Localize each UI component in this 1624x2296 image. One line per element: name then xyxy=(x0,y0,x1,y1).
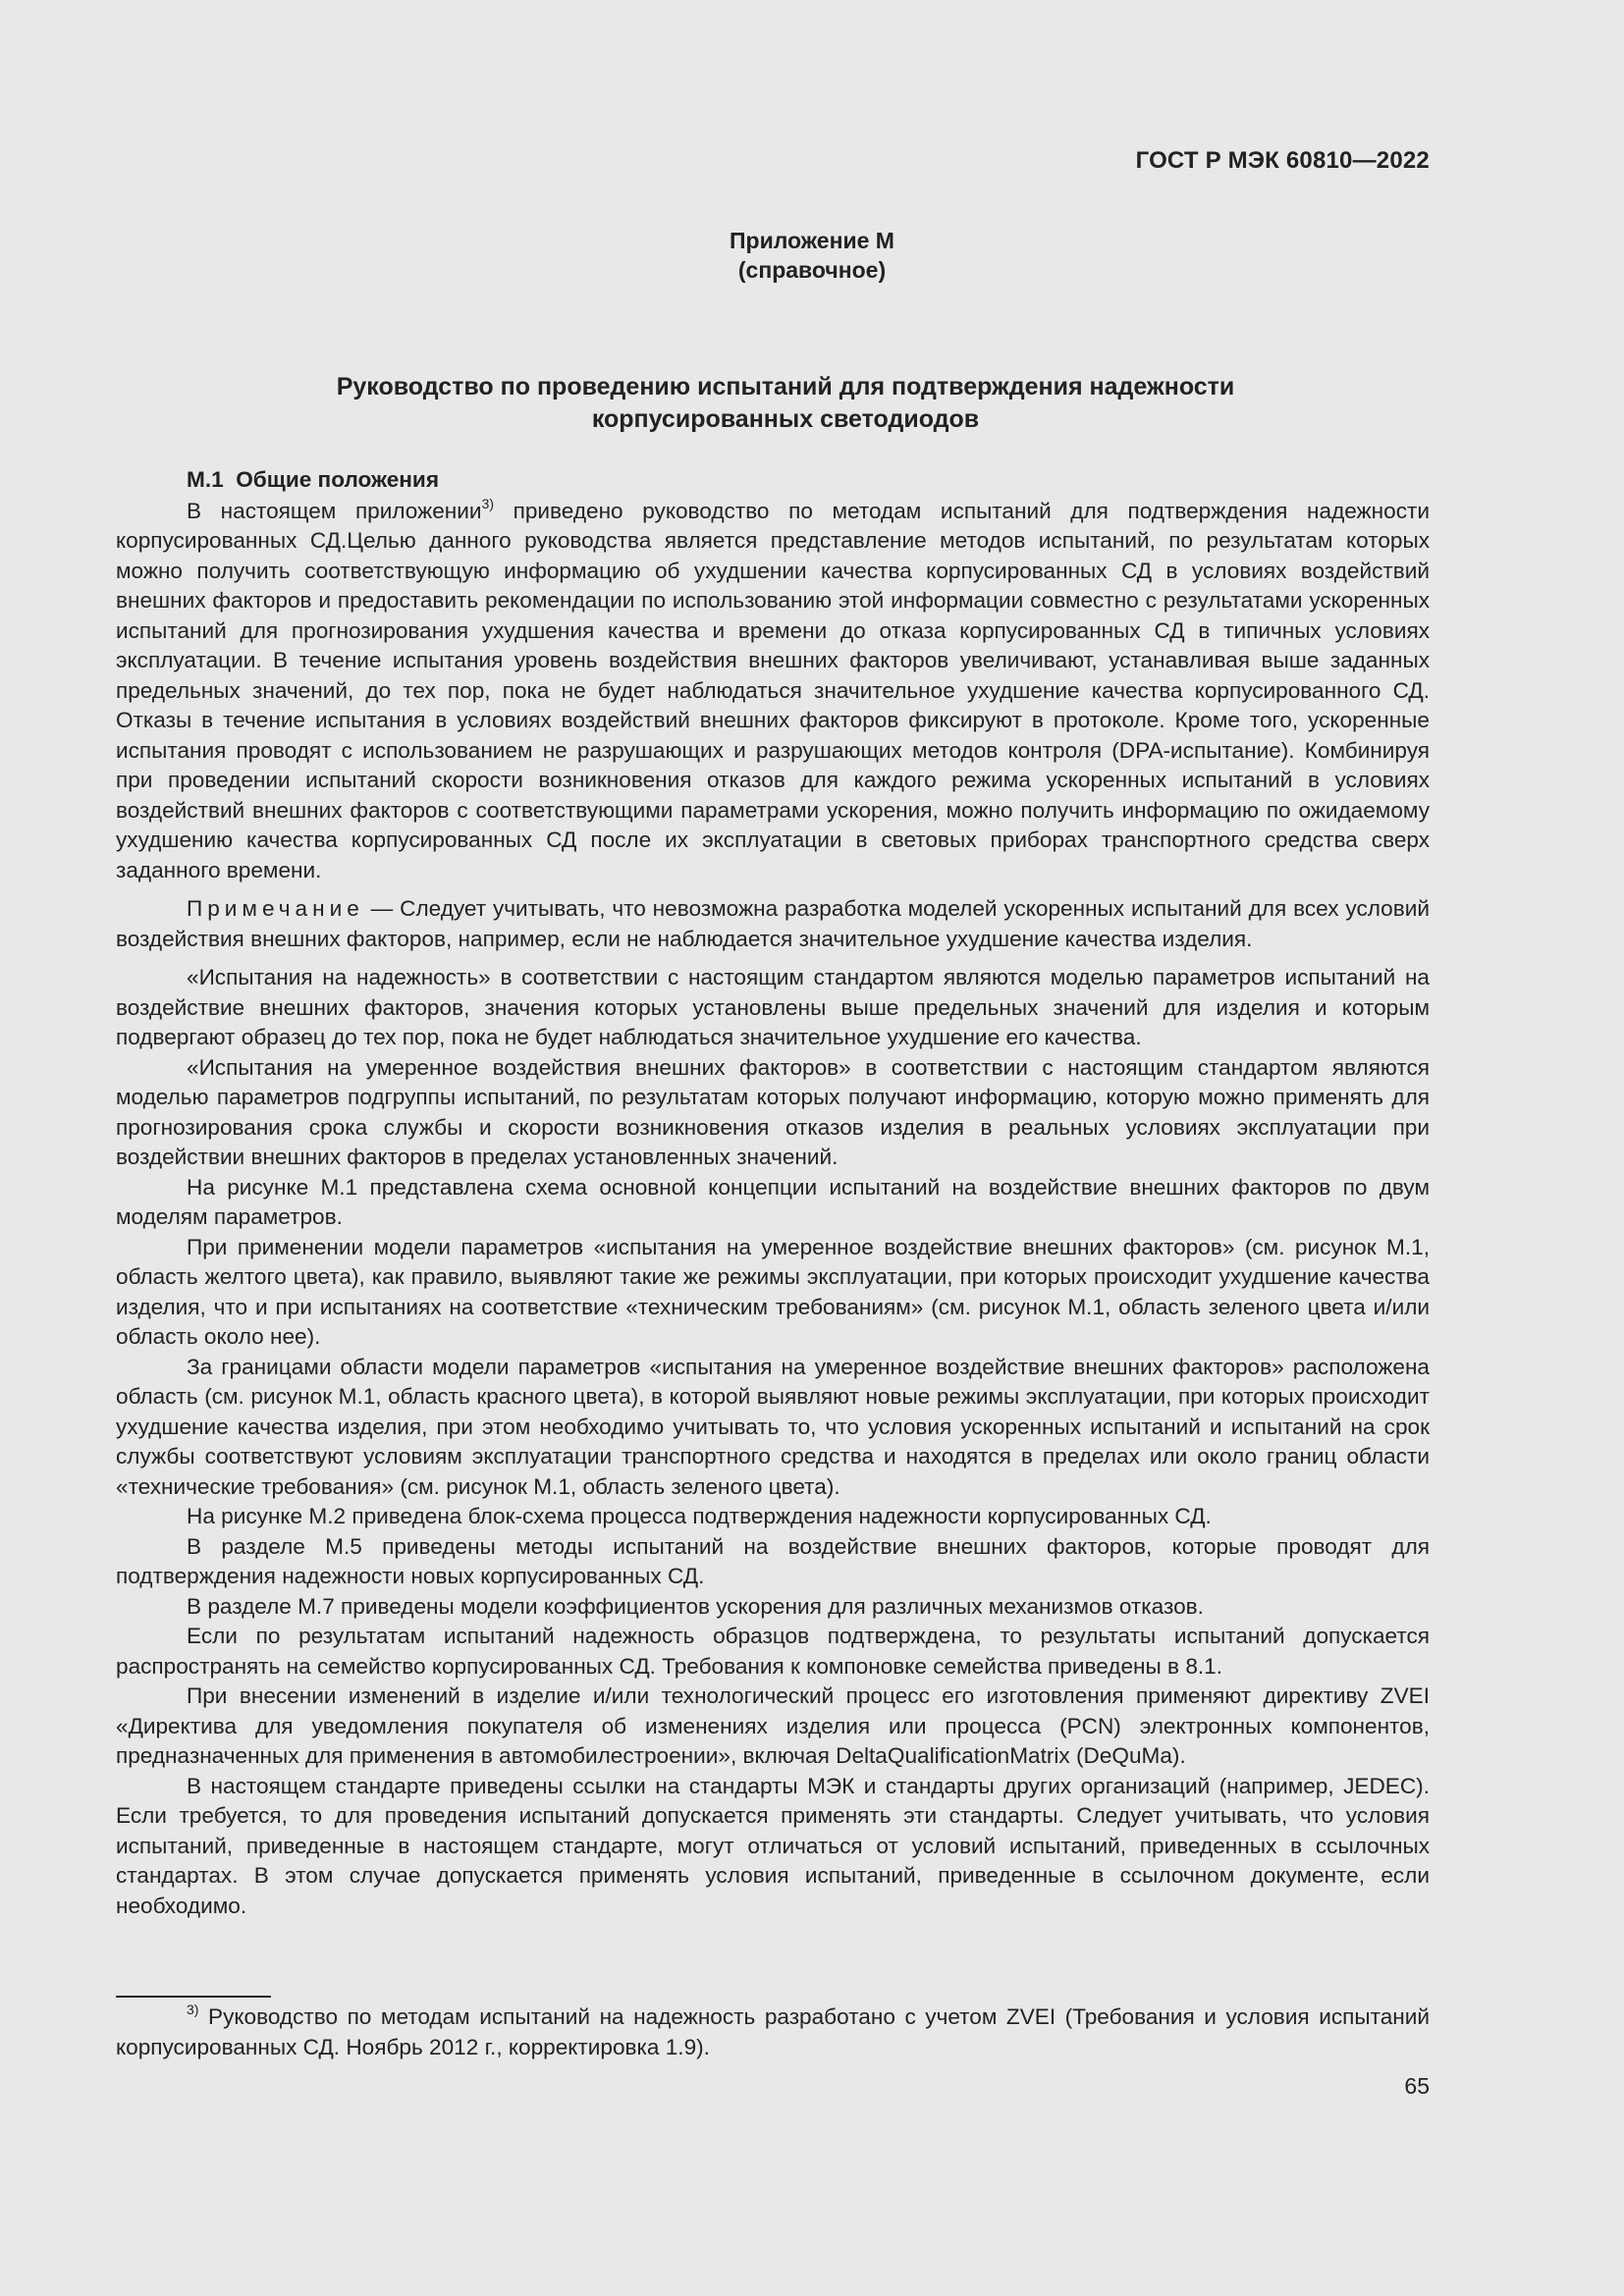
section-number: М.1 xyxy=(187,467,224,492)
section-title: Общие положения xyxy=(236,467,440,492)
appendix-title: Приложение М xyxy=(730,228,894,253)
note-paragraph xyxy=(116,894,1430,954)
body-paragraph: При внесении изменений в изделие и/или технологический процесс его изготовления применяют директиву ZVEI «Директива для уведомления покупателя об изменениях изделия или процесса (PCN) электронных компонентов, предназначенных для применения в автомобилестроении», включая DeltaQualificationMatrix (DeQuMa). xyxy=(116,1683,1430,1768)
appendix-heading xyxy=(0,226,1624,285)
body-paragraph: Если по результатам испытаний надежность образцов подтверждена, то результаты испытаний допускается распространять на семейство корпусированных СД. Требования к компоновке семейства приведены в 8.1. xyxy=(116,1624,1430,1679)
body-paragraph: «Испытания на надежность» в соответствии с настоящим стандартом являются моделью параметров испытаний на воздействие внешних факторов, значения которых установлены выше предельных значений для изделия и которым подвергают образец до тех пор, пока не будет наблюдаться значительное ухудшение его качества. xyxy=(116,965,1430,1049)
footnote-reference: 3) xyxy=(481,495,494,511)
intro-paragraph-start: В настоящем приложении xyxy=(187,498,482,523)
page-number: 65 xyxy=(1404,2073,1430,2099)
main-title-line-2: корпусированных светодиодов xyxy=(591,405,980,433)
footnote-text: Руководство по методам испытаний на надежность разработано с учетом ZVEI (Требования и условия испытаний корпусированных СД. Ноябрь 2012 г., корректировка 1.9). xyxy=(116,2004,1430,2059)
footnote xyxy=(116,2002,1430,2062)
note-text: — Следует учитывать, что невозможна разработка моделей ускоренных испытаний для всех условий воздействия внешних факторов, например, если не наблюдается значительное ухудшение качества изделия. xyxy=(116,896,1430,951)
body-content xyxy=(116,465,1430,1921)
body-paragraph: В разделе М.5 приведены методы испытаний на воздействие внешних факторов, которые проводят для подтверждения надежности новых корпусированных СД. xyxy=(116,1533,1430,1588)
body-paragraph: В настоящем стандарте приведены ссылки на стандарты МЭК и стандарты других организаций (например, JEDEC). Если требуется, то для проведения испытаний допускается применять эти стандарты. Следует учитывать, что условия испытаний, приведенные в настоящем стандарте, могут отличаться от условий испытаний, приведенных в ссылочных стандартах. В этом случае допускается применять условия испытаний, приведенные в ссылочном документе, если необходимо. xyxy=(116,1773,1430,1918)
main-title xyxy=(0,371,1571,436)
body-paragraph: В разделе М.7 приведены модели коэффициентов ускорения для различных механизмов отказов. xyxy=(187,1593,1204,1619)
intro-paragraph xyxy=(116,497,1430,886)
appendix-type: (справочное) xyxy=(737,257,887,283)
body-paragraph: При применении модели параметров «испытания на умеренное воздействие внешних факторов» (см. рисунок М.1, область желтого цвета), как правило, выявляют такие же режимы эксплуатации, при которых происходит ухудшение качества изделия, что и при испытаниях на соответствие «техническим требованиям» (см. рисунок М.1, область зеленого цвета и/или область около нее). xyxy=(116,1234,1430,1349)
footnote-divider xyxy=(116,1996,271,1998)
note-label: Примечание xyxy=(187,896,364,921)
intro-paragraph-rest: приведено руководство по методам испытаний для подтверждения надежности корпусированных СД.Целью данного руководства является представление методов испытаний, по результатам которых можно получить соответствующую информацию об ухудшении качества корпусированных СД в условиях воздействий внешних факторов и предоставить рекомендации по использованию этой информации совместно с результатами ускоренных испытаний для прогнозирования ухудшения качества и времени до отказа корпусированных СД в типичных условиях эксплуатации. В течение испытания уровень воздействия внешних факторов увеличивают, устанавливая выше заданных предельных значений, до тех пор, пока не будет наблюдаться значительное ухудшение качества корпусированного СД. Отказы в течение испытания в условиях воздействий внешних факторов фиксируют в протоколе. Кроме того, ускоренные испытания проводят с использованием не разрушающих и разрушающих методов контроля (DPA-испытание). Комбинируя при проведении испытаний скорости возникновения отказов для каждого режима ускоренных испытаний в условиях воздействий внешних факторов с соответствующими параметрами ускорения, можно получить информацию по ожидаемому ухудшению качества корпусированных СД после их эксплуатации в световых приборах транспортного средства сверх заданного времени. xyxy=(116,498,1430,882)
footnote-marker: 3) xyxy=(187,2002,199,2017)
body-paragraph: На рисунке М.1 представлена схема основной концепции испытаний на воздействие внешних факторов по двум моделям параметров. xyxy=(116,1174,1430,1229)
main-title-line-1: Руководство по проведению испытаний для подтверждения надежности xyxy=(336,373,1235,400)
body-paragraph: «Испытания на умеренное воздействия внешних факторов» в соответствии с настоящим стандартом являются моделью параметров подгруппы испытаний, по результатам которых получают информацию, которую можно применять для прогнозирования срока службы и скорости возникновения отказов изделия в реальных условиях эксплуатации при воздействии внешних факторов в пределах установленных значений. xyxy=(116,1054,1430,1169)
body-paragraph: За границами области модели параметров «испытания на умеренное воздействие внешних факторов» расположена область (см. рисунок М.1, область красного цвета), в которой выявляют новые режимы эксплуатации, при которых происходит ухудшение качества изделия, при этом необходимо учитывать то, что условия ускоренных испытаний и испытаний на срок службы соответствуют условиям эксплуатации транспортного средства и находятся в пределах или около границ области «технические требования» (см. рисунок М.1, область зеленого цвета). xyxy=(116,1354,1430,1499)
section-heading xyxy=(116,465,1430,496)
body-paragraph: На рисунке М.2 приведена блок-схема процесса подтверждения надежности корпусированных СД. xyxy=(187,1504,1212,1528)
standard-code-header: ГОСТ Р МЭК 60810—2022 xyxy=(1135,147,1430,174)
